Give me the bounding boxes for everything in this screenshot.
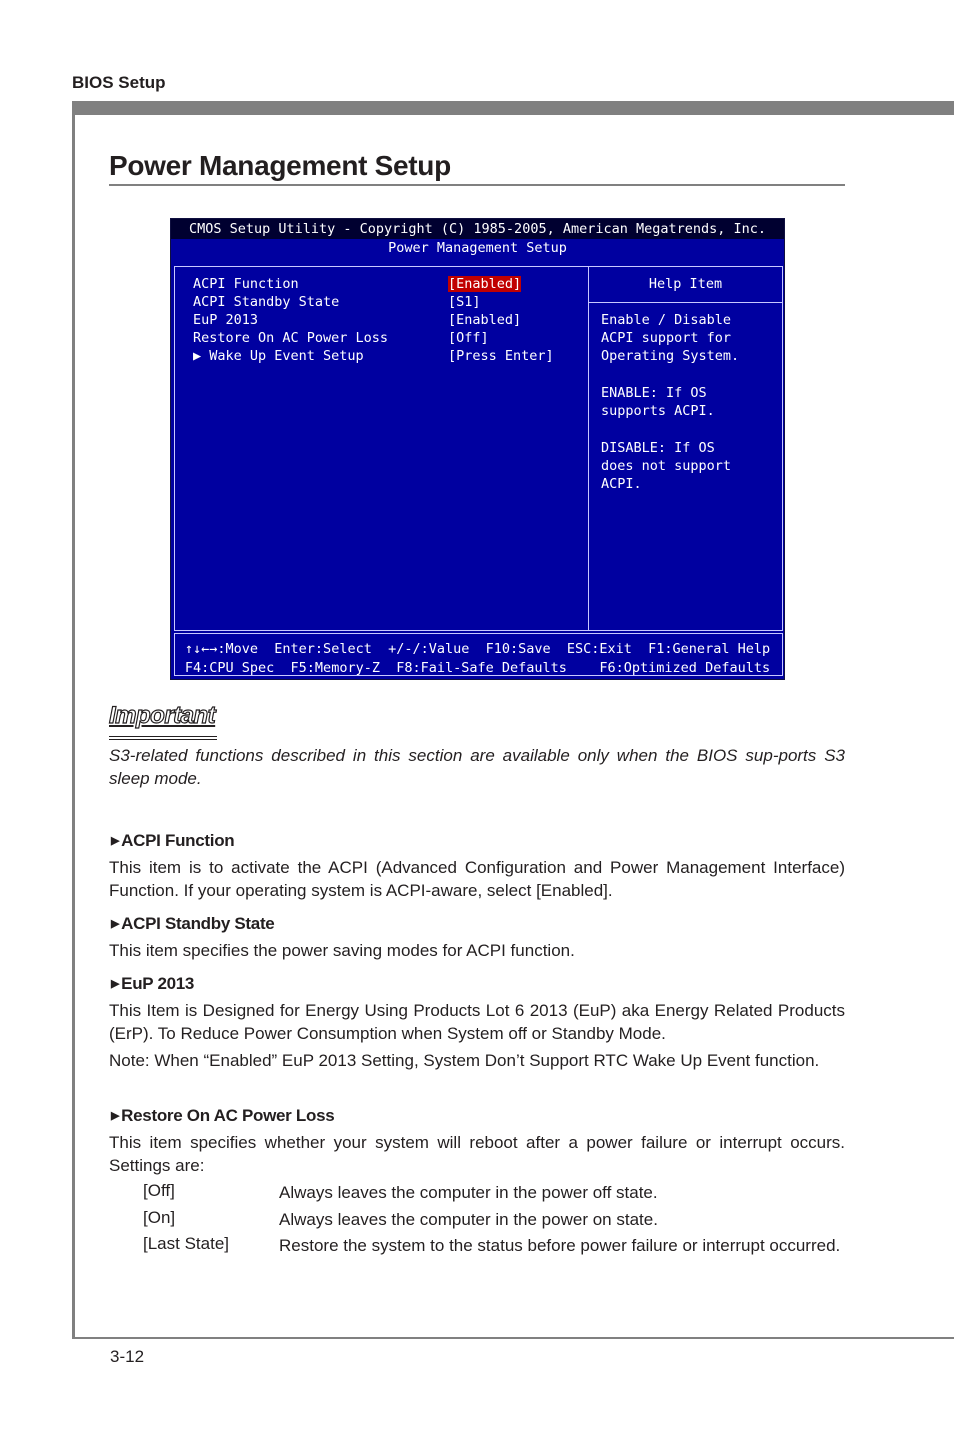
section-heading-acpi-standby-state: ▶ ACPI Standby State	[111, 914, 275, 933]
important-heading: Important	[109, 702, 216, 729]
bios-footer-line-1: ↑↓←→:Move Enter:Select +/-/:Value F10:Save ESC:Exit F1:General Help	[184, 641, 771, 657]
triangle-right-icon: ▶	[111, 978, 120, 990]
bios-title-line: CMOS Setup Utility - Copyright (C) 1985-2005, American Megatrends, Inc.	[188, 221, 767, 237]
section-heading-eup-2013: ▶ EuP 2013	[111, 974, 195, 993]
footer-rule	[72, 1337, 954, 1339]
option-key: [Last State]	[143, 1234, 229, 1253]
bios-item-label[interactable]: ACPI Standby State	[193, 294, 340, 310]
important-underline	[109, 739, 217, 740]
bios-help-title: Help Item	[648, 276, 723, 292]
bios-subtitle-line: Power Management Setup	[388, 240, 567, 256]
bios-item-label[interactable]: Restore On AC Power Loss	[193, 330, 389, 346]
header-bar	[72, 101, 954, 115]
section-heading-acpi-function: ▶ ACPI Function	[111, 831, 235, 850]
important-text: S3-related functions described in this section are available only when the BIOS sup-ports S3 sleep mode.	[109, 746, 845, 788]
bios-item-value-selected[interactable]: [Enabled]	[448, 276, 522, 292]
section-paragraph: This item is to activate the ACPI (Advanced Configuration and Power Management Interface) Function. If your operating system is ACPI-aware, select [Enabled].	[109, 858, 845, 900]
option-key: [On]	[143, 1208, 176, 1227]
bios-help-line: ACPI support for	[601, 330, 732, 346]
page-title: Power Management Setup	[109, 150, 451, 181]
bios-item-value[interactable]: [Off]	[448, 330, 489, 346]
option-key: [Off]	[143, 1181, 175, 1200]
section-paragraph: This Item is Designed for Energy Using Products Lot 6 2013 (EuP) aka Energy Related Products (ErP). To Reduce Power Consumption when System off or Standby Mode.	[109, 1001, 845, 1043]
option-description: Restore the system to the status before power failure or interrupt occurred.	[279, 1236, 841, 1255]
bios-footer-line-2: F4:CPU Spec F5:Memory-Z F8:Fail-Safe Defaults F6:Optimized Defaults	[184, 660, 771, 676]
page-number: 3-12	[110, 1347, 145, 1366]
bios-item-value[interactable]: [Press Enter]	[448, 348, 554, 364]
section-paragraph: Note: When “Enabled” EuP 2013 Setting, System Don’t Support RTC Wake Up Event function.	[109, 1051, 820, 1070]
bios-help-line: ACPI.	[601, 476, 642, 492]
bios-screenshot	[170, 218, 785, 680]
section-paragraph: This item specifies whether your system will reboot after a power failure or interrupt occurs. Settings are:	[109, 1133, 845, 1175]
option-description: Always leaves the computer in the power off state.	[279, 1183, 658, 1202]
triangle-right-icon: ▶	[111, 835, 120, 847]
section-heading-restore-ac-power-loss: ▶ Restore On AC Power Loss	[111, 1106, 335, 1125]
bios-help-line: Operating System.	[601, 348, 740, 364]
triangle-right-icon: ▶	[111, 1110, 120, 1122]
bios-item-value[interactable]: [Enabled]	[448, 312, 522, 328]
title-underline	[109, 184, 845, 186]
bios-help-line: does not support	[601, 458, 732, 474]
header-section-label: BIOS Setup	[72, 73, 166, 92]
triangle-right-icon: ▶	[111, 918, 120, 930]
important-underline	[109, 736, 217, 737]
bios-item-label[interactable]: ACPI Function	[193, 276, 299, 292]
bios-help-line: Enable / Disable	[601, 312, 732, 328]
section-paragraph: This item specifies the power saving modes for ACPI function.	[109, 941, 575, 960]
bios-item-label[interactable]: ▶ Wake Up Event Setup	[193, 348, 364, 364]
left-margin-rule	[72, 115, 75, 1339]
bios-help-line: DISABLE: If OS	[601, 440, 715, 456]
bios-help-line: ENABLE: If OS	[601, 385, 707, 401]
bios-item-value[interactable]: [S1]	[448, 294, 481, 310]
bios-item-label[interactable]: EuP 2013	[193, 312, 259, 328]
bios-help-line: supports ACPI.	[601, 403, 715, 419]
option-description: Always leaves the computer in the power on state.	[279, 1210, 658, 1229]
